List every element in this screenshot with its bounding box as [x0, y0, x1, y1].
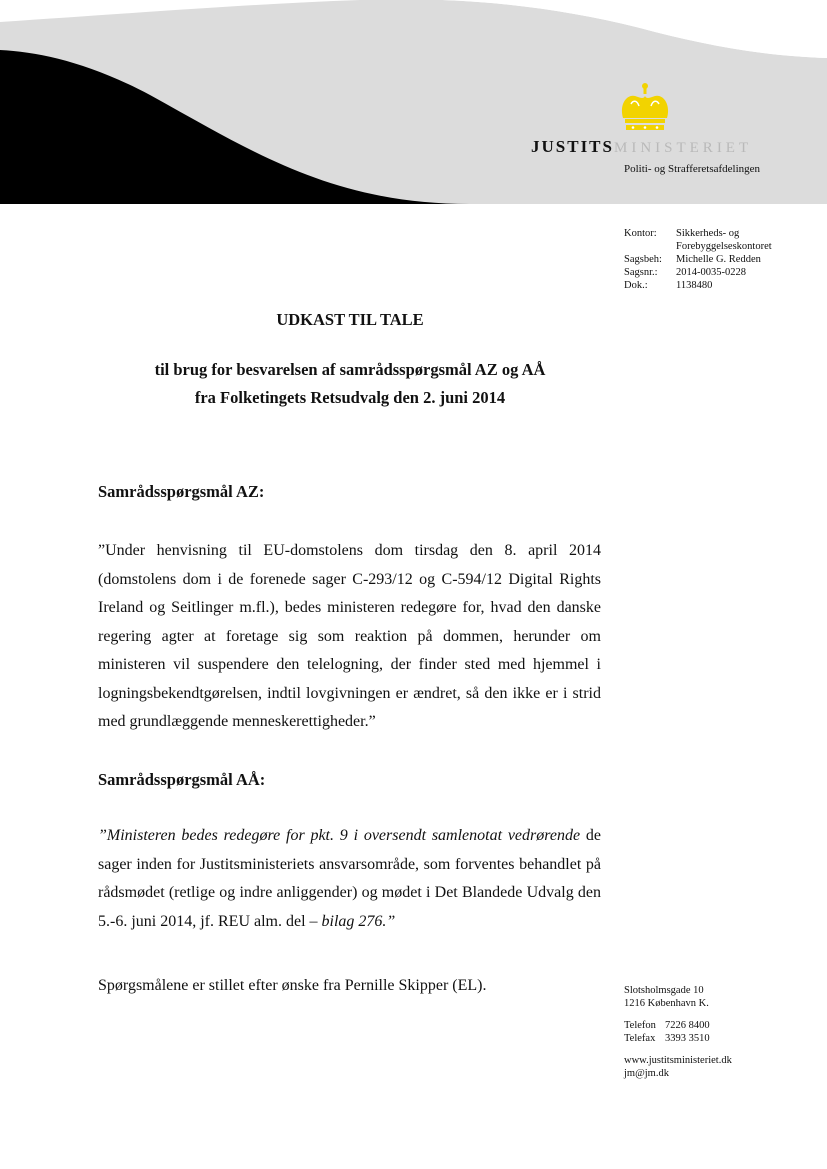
fax-label: Telefax [624, 1033, 656, 1044]
address-city: 1216 København K. [624, 998, 709, 1009]
meta-value-line: Forebyggelseskontoret [676, 241, 772, 252]
ministry-wordmark [531, 136, 752, 159]
question-aa-plain: de sager inden for Justitsministeriets ansvarsområde, som forventes behandlet på rådsmødet (retlige og indre anliggender) og mødet i Det Blandede Udvalg den 5.-6. juni 2014, jf. REU alm. del – [98, 827, 601, 930]
phone-label: Telefon [624, 1020, 656, 1031]
wordmark-light: MINISTERIET [613, 140, 753, 156]
meta-key: Sagsnr.: [624, 267, 658, 278]
fax-number: 3393 3510 [665, 1033, 710, 1044]
meta-key: Sagsbeh: [624, 254, 662, 265]
phone-line [624, 1019, 732, 1032]
meta-value [676, 227, 816, 253]
meta-value-line: Sikkerheds- og [676, 228, 740, 239]
wordmark-strong: JUSTITS [531, 137, 614, 156]
question-aa-italic-end: bilag 276.” [321, 912, 396, 930]
letterhead-wave-graphic [0, 0, 827, 210]
meta-value: 1138480 [676, 280, 713, 291]
question-aa-italic-start: ”Ministeren bedes redegøre for pkt. 9 i oversendt samlenotat vedrørende [98, 827, 581, 844]
closing-sentence: Spørgsmålene er stillet efter ønske fra Pernille Skipper (EL). [98, 977, 487, 994]
meta-row-office [624, 227, 816, 253]
department-name: Politi- og Strafferetsafdelingen [624, 163, 761, 175]
phone-number: 7226 8400 [665, 1020, 710, 1031]
contact-block [624, 984, 732, 1089]
question-az-text: ”Under henvisning til EU-domstolens dom tirsdag den 8. april 2014 (domstolens dom i de forenede sager C-293/12 og C-594/12 Digital Rights Ireland og Seitlinger m.fl.), bedes ministeren redegøre for, hvad den danske regering agter at foretage sig som reaktion på dommen, herunder om ministeren vil suspendere den telelogning, der finder sted med hjemmel i logningsbekendtgørelsen, indtil lovgivningen er ændret, så den ikke er i strid med grundlæggende menneskerettigheder.” [98, 542, 601, 730]
phone-fax [624, 1019, 732, 1045]
email-link[interactable]: jm@jm.dk [624, 1068, 669, 1079]
website-link[interactable]: www.justitsministeriet.dk [624, 1055, 732, 1066]
question-aa-heading: Samrådsspørgsmål AÅ: [98, 770, 266, 789]
meta-key: Dok.: [624, 280, 648, 291]
question-aa-text [98, 822, 601, 936]
online-contact [624, 1054, 732, 1080]
address [624, 984, 732, 1010]
meta-row-case-number [624, 266, 816, 279]
question-az-heading: Samrådsspørgsmål AZ: [98, 482, 265, 501]
document-subtitle-line-2: fra Folketingets Retsudvalg den 2. juni 2014 [194, 388, 506, 407]
meta-row-handler [624, 253, 816, 266]
document-subtitle-line-1: til brug for besvarelsen af samrådsspørgsmål AZ og AÅ [154, 360, 546, 379]
meta-value: 2014-0035-0228 [676, 267, 746, 278]
meta-value: Michelle G. Redden [676, 254, 761, 265]
meta-key: Kontor: [624, 228, 657, 239]
crown-icon [617, 82, 673, 132]
address-street: Slotsholmsgade 10 [624, 985, 704, 996]
meta-row-document [624, 279, 816, 292]
document-title: UDKAST TIL TALE [276, 310, 424, 329]
case-metadata [624, 227, 816, 292]
fax-line [624, 1032, 732, 1045]
